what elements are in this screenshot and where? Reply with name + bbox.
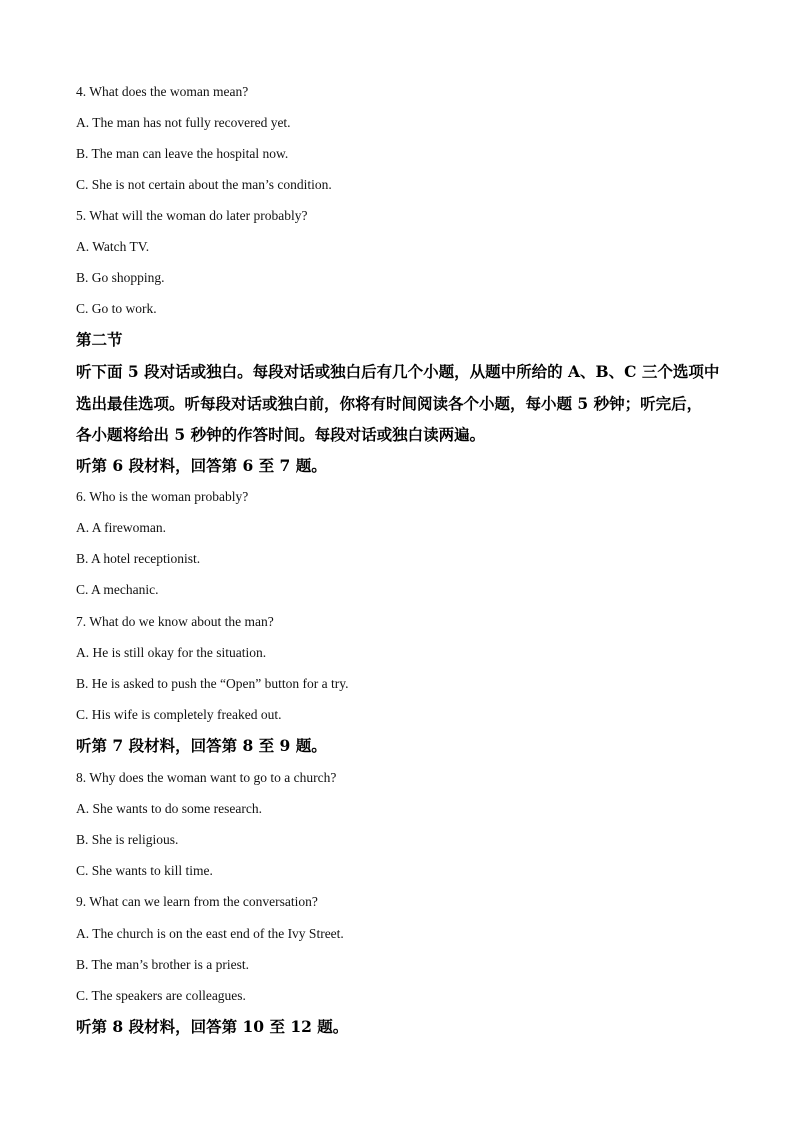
material-7-heading: 听第 7 段材料，回答第 8 至 9 题。 — [76, 736, 327, 755]
q9-option-c: C. The speakers are colleagues. — [76, 988, 246, 1003]
q6-option-b: B. A hotel receptionist. — [76, 551, 201, 566]
question-7: 7. What do we know about the man? — [76, 614, 274, 629]
q4-option-c: C. She is not certain about the man’s condition. — [76, 177, 332, 192]
question-5: 5. What will the woman do later probably? — [76, 208, 308, 223]
question-9: 9. What can we learn from the conversation? — [76, 894, 318, 909]
instructions-line-3: 各小题将给出 5 秒钟的作答时间。每段对话或独白读两遍。 — [76, 425, 486, 444]
q4-option-a: A. The man has not fully recovered yet. — [76, 115, 291, 130]
q7-option-a: A. He is still okay for the situation. — [76, 645, 267, 660]
q5-option-a: A. Watch TV. — [76, 239, 150, 254]
q6-option-a: A. A firewoman. — [76, 520, 166, 535]
q8-option-b: B. She is religious. — [76, 832, 179, 847]
q5-option-c: C. Go to work. — [76, 301, 157, 316]
q5-option-b: B. Go shopping. — [76, 270, 165, 285]
material-6-heading: 听第 6 段材料，回答第 6 至 7 题。 — [76, 456, 327, 475]
q9-option-b: B. The man’s brother is a priest. — [76, 957, 249, 972]
q6-option-c: C. A mechanic. — [76, 582, 159, 597]
q9-option-a: A. The church is on the east end of the Ivy Street. — [76, 926, 344, 941]
q7-option-c: C. His wife is completely freaked out. — [76, 707, 282, 722]
q8-option-a: A. She wants to do some research. — [76, 801, 262, 816]
instructions-line-2: 选出最佳选项。听每段对话或独白前，你将有时间阅读各个小题，每小题 5 秒钟；听完后， — [76, 394, 703, 413]
section-title: 第二节 — [76, 330, 123, 349]
question-4: 4. What does the woman mean? — [76, 84, 249, 99]
instructions-line-1: 听下面 5 段对话或独白。每段对话或独白后有几个小题，从题中所给的 A、B、C 三个选项中 — [76, 362, 720, 381]
q8-option-c: C. She wants to kill time. — [76, 863, 213, 878]
question-8: 8. Why does the woman want to go to a church? — [76, 770, 337, 785]
q7-option-b: B. He is asked to push the “Open” button for a try. — [76, 676, 349, 691]
question-6: 6. Who is the woman probably? — [76, 489, 249, 504]
material-8-heading: 听第 8 段材料，回答第 10 至 12 题。 — [76, 1017, 349, 1036]
q4-option-b: B. The man can leave the hospital now. — [76, 146, 289, 161]
